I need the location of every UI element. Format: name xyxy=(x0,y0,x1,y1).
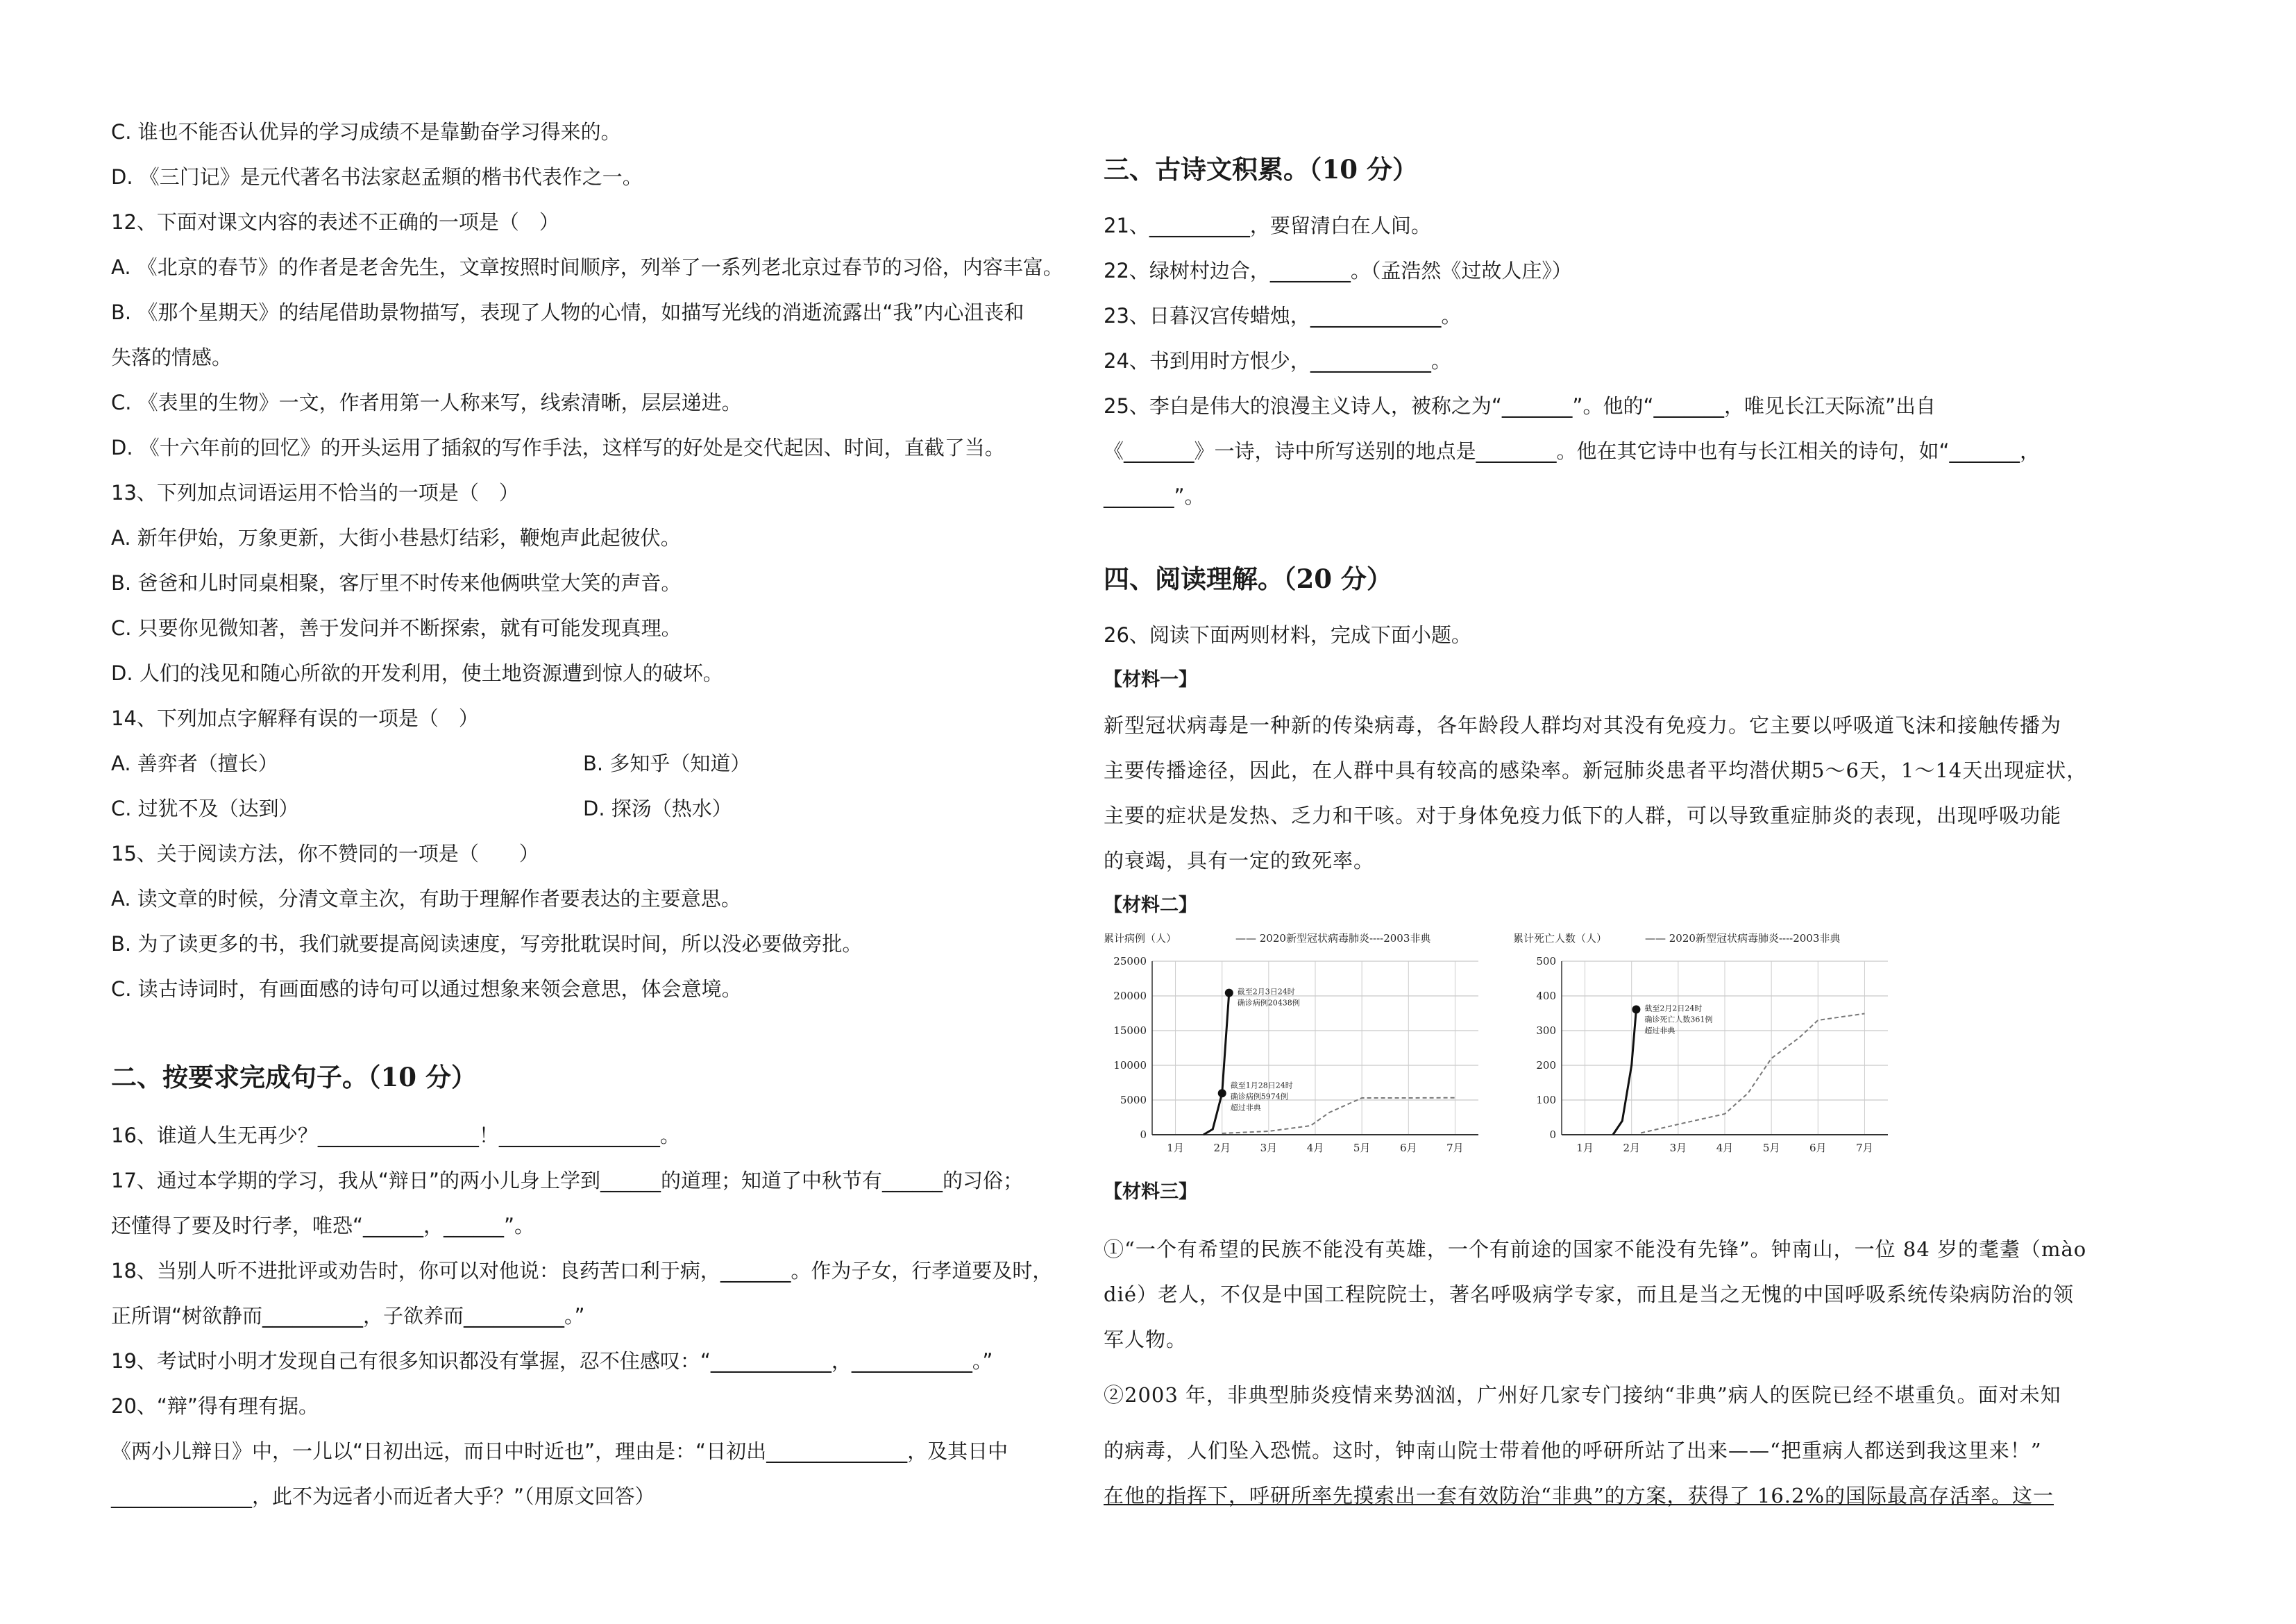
material-1-line-4: 的衰竭，具有一定的致死率。 xyxy=(1104,849,1375,872)
material-1-line-1: 新型冠状病毒是一种新的传染病毒，各年龄段人群均对其没有免疫力。它主要以呼吸道飞沫和接触传播为 xyxy=(1104,713,2062,737)
chart-xtick-label: 6月 xyxy=(1809,1142,1827,1154)
chart-deaths-svg xyxy=(1513,927,1902,1162)
chart-annotation-text: 截至2月3日24时 xyxy=(1237,987,1295,997)
chart-annotation-text: 超过非典 xyxy=(1644,1026,1675,1035)
chart-annotation-dot xyxy=(1632,1006,1640,1014)
q13-option-c: C. 只要你见微知著，善于发问并不断探索，就有可能发现真理。 xyxy=(111,616,682,640)
q26-stem: 26、阅读下面两则材料，完成下面小题。 xyxy=(1104,623,1471,647)
chart-xtick-label: 2月 xyxy=(1623,1142,1640,1154)
q13-stem: 13、下列加点词语运用不恰当的一项是（ ） xyxy=(111,481,519,505)
q13-option-a: A. 新年伊始，万象更新，大街小巷悬灯结彩，鞭炮声此起彼伏。 xyxy=(111,526,681,550)
chart-annotation-text: 截至1月28日24时 xyxy=(1230,1081,1293,1090)
q15-option-a: A. 读文章的时候，分清文章主次，有助于理解作者要表达的主要意思。 xyxy=(111,887,741,911)
q11-option-c: C. 谁也不能否认优异的学习成绩不是靠勤奋学习得来的。 xyxy=(111,120,621,144)
chart-ylabel: 累计病例（人） xyxy=(1104,932,1177,945)
chart-cases xyxy=(1104,927,1492,1162)
q19: 19、考试时小明才发现自己有很多知识都没有掌握，忍不住感叹：“____________，____________。” xyxy=(111,1349,993,1373)
chart-series-covid xyxy=(1204,993,1229,1135)
q12-option-d: D. 《十六年前的回忆》的开头运用了插叙的写作手法，这样写的好处是交代起因、时间，直截了当。 xyxy=(111,436,1005,459)
chart-annotation-text: 确诊病例5974例 xyxy=(1230,1092,1288,1101)
chart-xtick-label: 5月 xyxy=(1353,1142,1371,1154)
chart-legend: —— 2020新型冠状病毒肺炎----2003非典 xyxy=(1645,932,1841,945)
chart-ytick-label: 15000 xyxy=(1113,1024,1147,1037)
q20: 20、“辩”得有理有据。 xyxy=(111,1394,319,1418)
chart-cases-svg xyxy=(1104,927,1492,1162)
q25-cont-2: _______”。 xyxy=(1104,484,1205,508)
chart-xtick-label: 6月 xyxy=(1400,1142,1417,1154)
material-3-label: 【材料三】 xyxy=(1104,1181,1197,1203)
q12-stem: 12、下面对课文内容的表述不正确的一项是（ ） xyxy=(111,210,559,234)
material-3-line-3: 军人物。 xyxy=(1104,1328,1188,1351)
q24: 24、书到用时方恨少，____________。 xyxy=(1104,349,1451,373)
q12-option-c: C. 《表里的生物》一文，作者用第一人称来写，线索清晰，层层递进。 xyxy=(111,391,742,414)
chart-xtick-label: 7月 xyxy=(1856,1142,1873,1154)
q25: 25、李白是伟大的浪漫主义诗人，被称之为“_______”。他的“_______，唯见长江天际流”出自 xyxy=(1104,394,1936,418)
q12-option-a: A. 《北京的春节》的作者是老舍先生，文章按照时间顺序，列举了一系列老北京过春节的习俗，内容丰富。 xyxy=(111,255,1063,279)
chart-deaths xyxy=(1513,927,1902,1162)
chart-ytick-label: 500 xyxy=(1536,955,1556,967)
chart-series-covid xyxy=(1613,1010,1637,1135)
q17: 17、通过本学期的学习，我从“辩日”的两小儿身上学到______的道理；知道了中秋节有______的习俗； xyxy=(111,1169,1023,1192)
q20-text-cont: ______________，此不为远者小而近者大乎？”（用原文回答） xyxy=(111,1485,655,1508)
material-2-label: 【材料二】 xyxy=(1104,895,1197,916)
chart-xtick-label: 4月 xyxy=(1716,1142,1734,1154)
q14-stem: 14、下列加点字解释有误的一项是（ ） xyxy=(111,707,479,730)
chart-ytick-label: 25000 xyxy=(1113,955,1147,967)
section-2-heading: 二、按要求完成句子。（10 分） xyxy=(111,1062,477,1092)
material-1-line-3: 主要的症状是发热、乏力和干咳。对于身体免疫力低下的人群，可以导致重症肺炎的表现，出现呼吸功能 xyxy=(1104,804,2062,827)
q18-cont: 正所谓“树欲静而__________，子欲养而__________。” xyxy=(111,1304,585,1328)
material-1-line-2: 主要传播途径，因此，在人群中具有较高的感染率。新冠肺炎患者平均潜伏期5～6天，1～14天出现症状， xyxy=(1104,759,2088,782)
q14-option-d: D. 探汤（热水） xyxy=(583,797,732,820)
chart-annotation-dot xyxy=(1225,989,1233,997)
q14-option-b: B. 多知乎（知道） xyxy=(583,752,751,775)
q18: 18、当别人听不进批评或劝告时，你可以对他说：良药苦口利于病，_______。作为子女，行孝道要及时， xyxy=(111,1259,1053,1283)
chart-ytick-label: 10000 xyxy=(1113,1059,1147,1072)
q14-option-c: C. 过犹不及（达到） xyxy=(111,797,299,820)
q20-text: 《两小儿辩日》中，一儿以“日初出远，而日中时近也”，理由是：“日初出______________，及其日中 xyxy=(111,1439,1008,1463)
chart-xtick-label: 1月 xyxy=(1167,1142,1184,1154)
q15-option-b: B. 为了读更多的书，我们就要提高阅读速度，写旁批耽误时间，所以没必要做旁批。 xyxy=(111,932,863,956)
chart-annotation-text: 确诊病例20438例 xyxy=(1237,998,1300,1008)
chart-xtick-label: 4月 xyxy=(1306,1142,1324,1154)
q12-option-b-cont: 失落的情感。 xyxy=(111,346,233,369)
material-1-label: 【材料一】 xyxy=(1104,669,1197,691)
q13-option-d: D. 人们的浅见和随心所欲的开发利用，使土地资源遭到惊人的破坏。 xyxy=(111,661,723,685)
chart-xtick-label: 3月 xyxy=(1260,1142,1278,1154)
q17-cont: 还懂得了要及时行孝，唯恐“______，______”。 xyxy=(111,1214,535,1237)
chart-ytick-label: 0 xyxy=(1140,1128,1147,1141)
chart-xtick-label: 3月 xyxy=(1669,1142,1687,1154)
q16: 16、谁道人生无再少？________________！________________。 xyxy=(111,1124,680,1147)
chart-xtick-label: 5月 xyxy=(1762,1142,1780,1154)
material-3-line-1: ①“一个有希望的民族不能没有英雄，一个有前途的国家不能没有先锋”。钟南山，一位 84 岁的耄耋（mào xyxy=(1104,1237,2087,1261)
chart-annotation-text: 确诊死亡人数361例 xyxy=(1644,1015,1713,1024)
chart-annotation-dot xyxy=(1218,1089,1226,1097)
q23: 23、日暮汉宫传蜡烛，_____________。 xyxy=(1104,304,1462,328)
chart-annotation-text: 截至2月2日24时 xyxy=(1644,1004,1703,1013)
section-4-heading: 四、阅读理解。（20 分） xyxy=(1104,564,1392,594)
chart-ytick-label: 20000 xyxy=(1113,990,1147,1002)
material-3-line-6: 在他的指挥下，呼研所率先摸索出一套有效防治“非典”的方案，获得了 16.2%的国际最高存活率。这一 xyxy=(1104,1484,2054,1507)
chart-ylabel: 累计死亡人数（人） xyxy=(1513,932,1607,945)
q15-option-c: C. 读古诗词时，有画面感的诗句可以通过想象来领会意思，体会意境。 xyxy=(111,977,742,1001)
chart-legend: —— 2020新型冠状病毒肺炎----2003非典 xyxy=(1235,932,1431,945)
q14-option-a: A. 善弈者（擅长） xyxy=(111,752,278,775)
section-3-heading: 三、古诗文积累。（10 分） xyxy=(1104,154,1418,185)
q21: 21、__________，要留清白在人间。 xyxy=(1104,214,1431,237)
chart-ytick-label: 300 xyxy=(1536,1024,1556,1037)
chart-ytick-label: 5000 xyxy=(1120,1094,1147,1106)
q15-stem: 15、关于阅读方法，你不赞同的一项是（ ） xyxy=(111,842,539,865)
material-3-line-5: 的病毒，人们坠入恐慌。这时，钟南山院士带着他的呼研所站了出来——“把重病人都送到我这里来！” xyxy=(1104,1439,2042,1462)
chart-ytick-label: 200 xyxy=(1536,1059,1556,1072)
chart-xtick-label: 7月 xyxy=(1446,1142,1464,1154)
chart-xtick-label: 2月 xyxy=(1213,1142,1231,1154)
chart-ytick-label: 400 xyxy=(1536,990,1556,1002)
q12-option-b: B. 《那个星期天》的结尾借助景物描写，表现了人物的心情，如描写光线的消逝流露出“我”内心沮丧和 xyxy=(111,301,1024,324)
chart-xtick-label: 1月 xyxy=(1576,1142,1594,1154)
material-3-line-2: dié）老人，不仅是中国工程院院士，著名呼吸病学专家，而且是当之无愧的中国呼吸系统传染病防治的领 xyxy=(1104,1283,2075,1306)
q11-option-d: D. 《三门记》是元代著名书法家赵孟頫的楷书代表作之一。 xyxy=(111,165,643,189)
chart-annotation-text: 超过非典 xyxy=(1230,1103,1261,1113)
chart-ytick-label: 100 xyxy=(1536,1094,1556,1106)
q25-cont: 《_______》一诗，诗中所写送别的地点是________。他在其它诗中也有与长江相关的诗句，如“_______， xyxy=(1104,439,2041,463)
q22: 22、绿树村边合，________。（孟浩然《过故人庄》） xyxy=(1104,259,1572,282)
q13-option-b: B. 爸爸和儿时同桌相聚，客厅里不时传来他俩哄堂大笑的声音。 xyxy=(111,571,682,595)
material-3-line-4: ②2003 年，非典型肺炎疫情来势汹汹，广州好几家专门接纳“非典”病人的医院已经不堪重负。面对未知 xyxy=(1104,1383,2061,1407)
chart-ytick-label: 0 xyxy=(1549,1128,1556,1141)
